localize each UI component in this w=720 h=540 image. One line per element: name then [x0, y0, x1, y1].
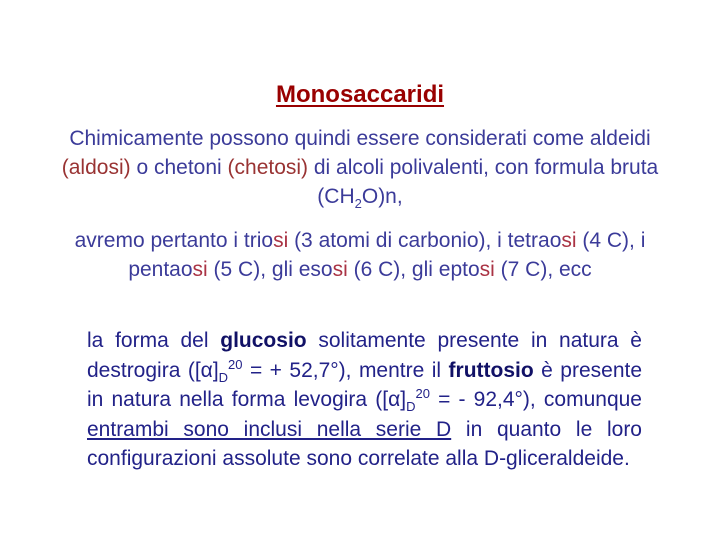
- underlined-statement: entrambi sono inclusi nella serie D: [87, 417, 452, 441]
- p3-text-2: solitamente presente in natura è destrogira ([: [87, 329, 642, 382]
- alpha-symbol-1: α: [200, 358, 213, 382]
- term-eptosi: [439, 258, 495, 281]
- p3-text-8: in quanto le loro configurazioni assolute sono correlate alla D-gliceraldeide.: [87, 417, 642, 470]
- term-triosi-suffix: si: [273, 229, 289, 252]
- term-pentaosi-prefix: pentao: [128, 258, 193, 281]
- p3-text-3: ]: [212, 358, 219, 382]
- p2-text-3: (4 C), i: [576, 229, 646, 252]
- term-esosi: [299, 258, 348, 281]
- paragraph-optical-rotation: [87, 326, 642, 474]
- p3-text-5: è presente in natura nella forma levogira ([: [87, 358, 643, 411]
- slide-title: Monosaccaridi: [275, 81, 445, 108]
- term-pentaosi: [128, 258, 207, 281]
- p3-text-4: = + 52,7°), mentre il: [242, 358, 449, 382]
- formula-subscript: 2: [354, 196, 362, 212]
- term-eptosi-prefix: epto: [438, 258, 480, 281]
- paragraph-definition: [60, 124, 660, 211]
- p1-text-1: Chimicamente possono quindi essere considerati come aldeidi: [69, 127, 651, 150]
- term-pentaosi-suffix: si: [192, 258, 208, 281]
- p3-text-6: ]: [400, 388, 407, 411]
- term-tetraosi-suffix: si: [561, 229, 577, 252]
- p2-text-5: (6 C), gli: [347, 258, 439, 281]
- p3-text-1: la forma del: [87, 329, 221, 352]
- term-esosi-prefix: eso: [298, 258, 333, 281]
- term-eptosi-suffix: si: [479, 258, 495, 281]
- alpha-symbol-2: α: [388, 388, 401, 411]
- p3-text-7: = - 92,4°), comunque: [429, 388, 642, 411]
- paragraph-classification: [60, 226, 660, 284]
- subscript-d-2: D: [406, 399, 416, 415]
- term-tetraosi-prefix: tetrao: [507, 229, 562, 252]
- term-chetosi: (chetosi): [227, 156, 309, 179]
- p2-text-6: (7 C), ecc: [494, 258, 592, 281]
- superscript-20-1: 20: [228, 356, 243, 372]
- p1-text-3: di alcoli polivalenti, con formula bruta (CH: [308, 156, 659, 208]
- subscript-d-1: D: [218, 369, 229, 385]
- p1-text-2: o chetoni: [130, 156, 228, 179]
- superscript-20-2: 20: [415, 386, 430, 401]
- term-aldosi: (aldosi): [61, 156, 131, 179]
- p2-text-1: avremo pertanto i: [74, 229, 244, 252]
- p1-text-4: O)n,: [361, 185, 403, 208]
- term-triosi: [244, 229, 288, 252]
- term-tetraosi: [508, 229, 577, 252]
- term-fruttosio: fruttosio: [448, 358, 534, 382]
- p2-text-4: (5 C), gli: [207, 258, 299, 281]
- term-esosi-suffix: si: [332, 258, 348, 281]
- p2-text-2: (3 atomi di carbonio), i: [288, 229, 508, 252]
- term-triosi-prefix: trio: [243, 229, 274, 252]
- term-glucosio: glucosio: [220, 329, 307, 352]
